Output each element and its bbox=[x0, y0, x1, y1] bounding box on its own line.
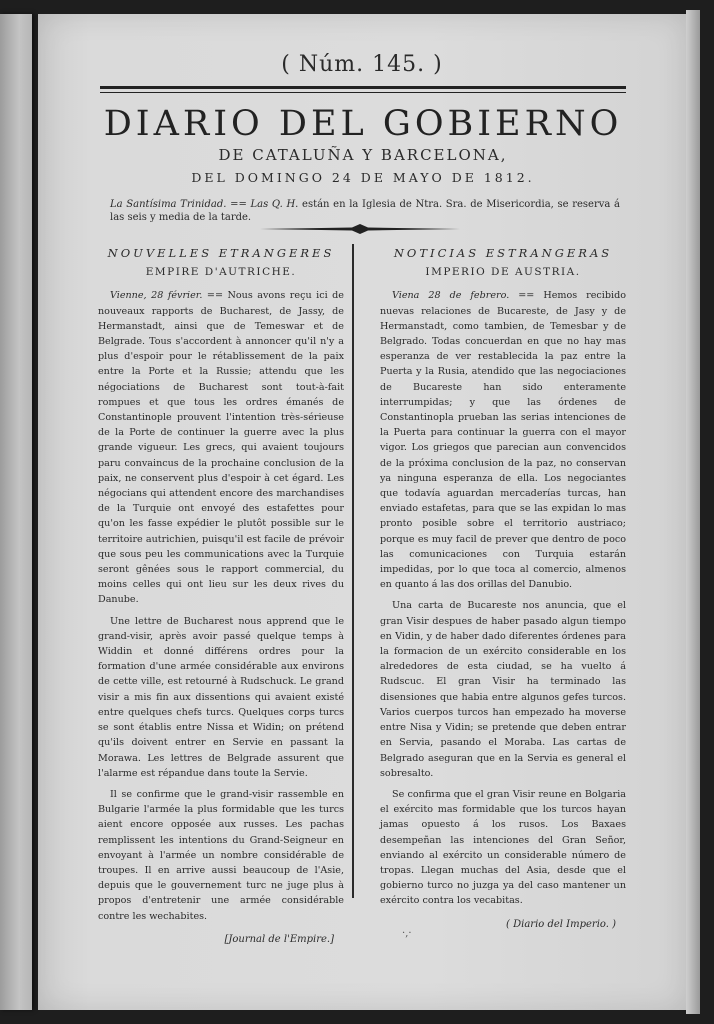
ornamental-rule bbox=[260, 224, 460, 234]
column-divider bbox=[352, 244, 354, 898]
left-column-source: [Journal de l'Empire.] bbox=[224, 933, 334, 945]
dateline: Viena 28 de febrero. bbox=[392, 290, 510, 302]
right-paragraph bbox=[380, 288, 626, 592]
left-column-french bbox=[98, 246, 344, 947]
left-paragraph bbox=[98, 614, 344, 781]
religious-notice bbox=[110, 198, 620, 224]
paragraph-text: Se confirma que el gran Visir reune en Bolgaria el exército mas formidable que los turcos hayan jamas opuesto á los rusos. Los Baxaes desempeñan las intenciones del Gran Señor, enviando al exército un considerable número de tropas. Llegan muchas del Asia, desde que el gobierno turco no juzga ya del caso mantener un exército contra los vecabitas. bbox=[380, 788, 626, 907]
notice-lead: La Santísima Trinidad. == Las Q. H. bbox=[110, 199, 299, 210]
masthead-top-rule-thin bbox=[100, 92, 626, 93]
right-paragraph bbox=[380, 787, 626, 909]
right-column-heading: NOTICIAS ESTRANGERAS bbox=[393, 246, 613, 260]
left-column-heading: NOUVELLES ETRANGERES bbox=[107, 246, 335, 260]
page-edge-shadow bbox=[686, 10, 700, 1014]
issue-number: ( Núm. 145. ) bbox=[281, 52, 443, 77]
left-paragraph bbox=[98, 787, 344, 924]
masthead-subtitle: DE CATALUÑA Y BARCELONA, bbox=[218, 146, 508, 164]
masthead-title: DIARIO DEL GOBIERNO bbox=[103, 104, 623, 144]
paragraph-text: Una carta de Bucareste nos anuncia, que el gran Visir despues de haber pasado algun tiempo en Vidin, y de haber dado diferentes órdenes para la formacion de un exército considerable en los alrededores de esta ciudad, se ha vuelto á Rudscuc. El gran Visir ha terminado las disensiones que habia entre algunos gefes turcos. Varios cuerpos turcos han empezado ha moverse entre Nisa y Vidin; se pretende que deben entrar en Servia, pasando el Moraba. Las cartas de Belgrado aseguran que en la Servia es general el sobresalto. bbox=[380, 600, 626, 779]
right-column-spanish bbox=[380, 246, 626, 932]
issue-date: DEL DOMINGO 24 DE MAYO DE 1812. bbox=[191, 170, 535, 185]
left-column-subheading: EMPIRE D'AUTRICHE. bbox=[145, 266, 297, 279]
paragraph-text: Il se confirme que le grand-visir rassemble en Bulgarie l'armée la plus formidable que les turcs aient encore opposée aux russes. Les pachas remplissent les intentions du Grand-Seigneur en envoyant à l'armée un nombre considérable de troupes. Il en arrive aussi beaucoup de l'Asie, depuis que le gouvernement turc ne juge plus à propos d'entretenir une armée considérable contre les wechabites. bbox=[98, 788, 344, 922]
previous-page-edge bbox=[0, 14, 32, 1010]
masthead-top-rule bbox=[100, 86, 626, 89]
ink-speck: ·‚· bbox=[402, 928, 412, 939]
notice-text: están en la Iglesia de Ntra. Sra. de Misericordia, se reserva á las seis y media de la tarde. bbox=[110, 199, 620, 223]
newspaper-page bbox=[38, 14, 686, 1010]
left-paragraph bbox=[98, 288, 344, 607]
paragraph-text: == Nous avons reçu ici de nouveaux rapports de Bucharest, de Jassy, de Hermanstadt, ainsi que de Temeswar et de Belgrade. Tous s'accordent à annoncer qu'il n'y a plus d'espoir pour le rétablissement de la paix entre la Porte et la Russie; attendu que les négociations de Bucharest sont tout-à-fait rompues et que tous les ordres émanés de Constantinople prouvent l'intention très-sérieuse de la Porte de continuer la guerre avec la plus grande vigueur. Les grecs, qui avaient toujours paru convaincus de la prochaine conclusion de la paix, ne conservent plus d'espoir à cet égard. Les négocians qui attendent encore des marchandises de la Turquie ont envoyé des estafettes pour qu'on les fasse expédier le plutôt possible sur le territoire autrichien, puisqu'il est facile de prévoir que sous peu les communications avec la Turquie seront gênées sous le rapport commercial, du moins celles qui ont lieu sur les deux rives du Danube. bbox=[98, 290, 344, 606]
paragraph-text: == Hemos recibido nuevas relaciones de Bucareste, de Jasy y de Hermanstadt, como tambien, de Temesbar y de Belgrado. Todas concuerdan en que no hay mas esperanza de ver restablecida la paz entre la Puerta y la Rusia, atendido que las negociaciones de Bucareste han sido enteramente interrumpidas; y que las órdenes de Constantinopla prueban las serias intenciones de la Puerta para continuar la guerra con el mayor vigor. Los griegos que parecian aun convencidos de la próxima conclusion de la paz, no conservan ya ninguna esperanza de ella. Los negociantes que todavía aguardan mercaderías turcas, han enviado estafetas, para que se las expidan lo mas pronto posible sobre el territorio austriaco; porque es muy facil de prever que dentro de poco las comunicaciones con Turquia estarán impedidas, por lo que toca al comercio, almenos en quanto á las dos orillas del Danubio. bbox=[380, 290, 626, 591]
right-paragraph bbox=[380, 598, 626, 780]
right-column-subheading: IMPERIO DE AUSTRIA. bbox=[425, 266, 581, 279]
dateline: Vienne, 28 février. bbox=[110, 290, 203, 302]
paragraph-text: Une lettre de Bucharest nous apprend que le grand-visir, après avoir passé quelque temps à Widdin et donné différens ordres pour la formation d'une armée considérable aux environs de cette ville, est retourné à Rudschuck. Le grand visir a mis fin aux dissentions qui avaient existé entre quelques chefs turcs. Quelques corps turcs se sont établis entre Nissa et Widin; on prétend qu'ils doivent entrer en Servie en passant la Morawa. Les lettres de Belgrade assurent que l'alarme est répandue dans toute la Servie. bbox=[98, 615, 344, 779]
right-column-source: ( Diario del Imperio. ) bbox=[506, 918, 616, 930]
